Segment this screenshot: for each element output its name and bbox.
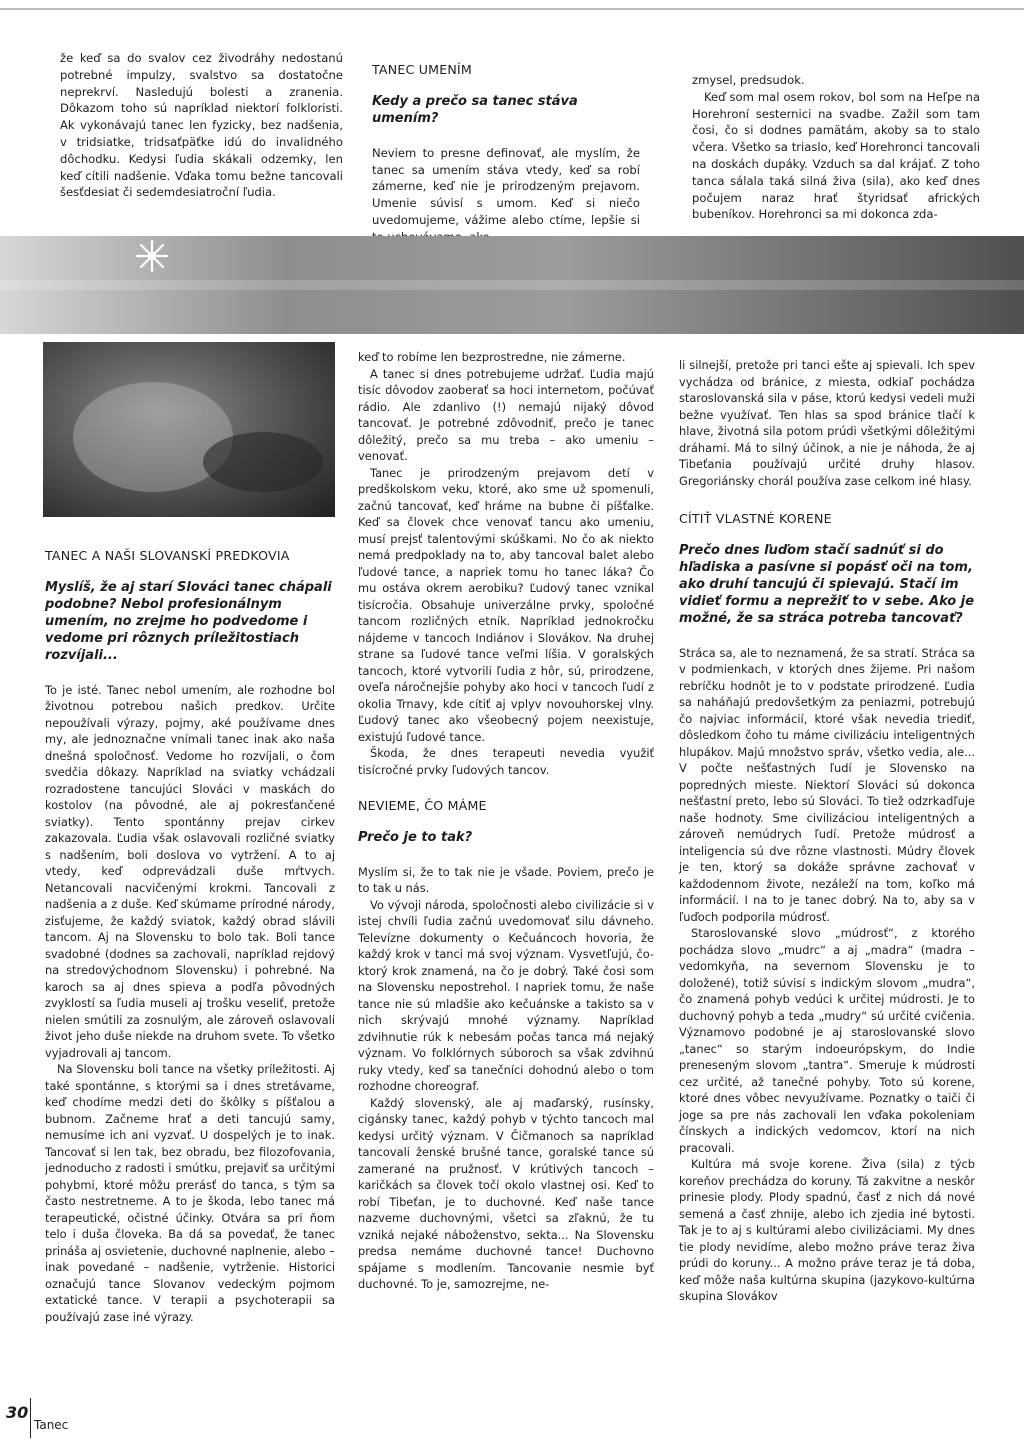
footer-label: Tanec: [34, 1418, 69, 1432]
paragraph: Kultúra má svoje korene. Živa (sila) z týcb koreňov prechádza do koruny. Tá zakvitne a neskôr prinesie plody. Plody spadnú, časť z nich dá nové semená a časť zhnije, alebo ich zjedia iné bytosti. Tak je to aj s kultúrami alebo civilizáciami. My dnes tie plody nevidíme, alebo možno práve teraz živa prúdi do koruny... A možno práve teraz je tá doba, keď môže naša kultúrna skupina (jazykovo-kultúrna skupina Slovákov: [679, 1157, 975, 1303]
section-heading: NEVIEME, ČO MÁME: [358, 798, 487, 813]
paragraph: To je isté. Tanec nebol umením, ale rozhodne bol životnou potrebou našich predkov. Určite nepoužívali výrazy, pojmy, aké používame dnes my, ale jednoznačne vnímali tanec inak ako naša dnešná spoločnosť. Vedome ho rozvíjali, o čom svedčia dôkazy. Napríklad na sviatky vchádzali rozradostene tancujúci Slováci v maskách do kostolov (na pôvodné, ale aj pokresťančené sviatky). Tento spontánny prejav cirkev zakazovala. Ľudia však oslavovali rozličné sviatky s nadšením, boli doslova vo vytržení. A to aj vtedy, keď odprevádzali duše mŕtvych. Netancovali nacvičenými krokmi. Tancovali z nadšenia a z duše. Keď skúmame prírodné národy, zisťujeme, že každý sviatok, každý obrad slávili tancom. Aj na Slovensku to bolo tak. Boli tance svadobné (dodnes sa zachovali, napríklad rejdový na stredovýchodnom Slovensku) i pohrebné. Na karoch sa aj dnes spieva a podľa pôvodných zvyklostí sa ľudia museli aj trošku veseliť, pretože nielen smútili za zosnulým, ale zároveň oslavovali život jeho duše niekde na druhom svete. To všetko vyjadrovali aj tancom.: [45, 682, 335, 1060]
interview-question: Prečo dnes ľuďom stačí sadnúť si do hľadiska a pasívne si popásť oči na tom, ako druhí tancujú či spievajú. Stačí im vidieť formu a neprežiť to v sebe. Ako je možné, že sa stráca potreba tancovať?: [679, 542, 975, 626]
top-rule: [0, 8, 1024, 10]
column-3: [679, 357, 975, 1305]
top-column-3: [692, 72, 980, 223]
section-heading: CÍTIŤ VLASTNÉ KORENE: [679, 511, 832, 526]
column-2: [358, 349, 654, 1293]
paragraph: keď to robíme len bezprostredne, nie zámerne.: [358, 350, 626, 364]
top-column-1: [60, 50, 343, 201]
dancer-photo: [43, 342, 335, 517]
paragraph: Stráca sa, ale to neznamená, že sa stratí. Stráca sa v podmienkach, v ktorých dnes žijeme. Pri našom rebríčku hodnôt je to v podstate prirodzené. Ľudia sa naháňajú predovšetkým za peniazmi, potrebujú čo najviac informácií, ktoré však nevedia triediť, dôsledkom čoho tu máme civilizáciu inteligentných hlupákov. Majú množstvo správ, všetko vedia, ale... V počte nešťastných ľudí je Slovensko na popredných mieste. Niektorí Slováci sú dokonca nešťastní preto, lebo sú Slováci. To tiež odzrkadľuje naše hodnoty. Sme civilizáciou inteligentných a zároveň nemúdrych ľudí. Pretože múdrosť a inteligencia sú dve rôzne vlastnosti. Múdry človek je ten, ktorý sa dokáže správne zachovať v každodennom živote, nezáleží na tom, koľko má informácií. I na to je tanec dobrý. Na to, aby sa v ľuďoch podporila múdrosť.: [679, 645, 975, 924]
decorative-band-highlight: [0, 280, 1024, 290]
paragraph: Keď som mal osem rokov, bol som na Heľpe na Horehroní sesternici na svadbe. Zažil som tam čosi, čo si dodnes pamätám, akoby sa to stalo včera. Všetko sa triaslo, keď Horehronci tancovali na doskách dupáky. Vzduch sa dal krájať. Z toho tanca sálala taká silná živa (sila), ako keď dnes počujem naraz hrať štyridsať afrických bubeníkov. Horehronci sa mi dokonca zda-: [692, 89, 980, 222]
paragraph: Staroslovanské slovo „múdrosť“, z ktorého pochádza slovo „mudrc“ a aj „madra“ (madra – vedomkyňa, na severnom Slovensku je to doložené), totiž súvisí s indickým slovom „mudra“, čo znamená pohyb vedúci k určitej múdrosti. Je to duchovný pohyb a teda „mudry“ sú určité cvičenia. Významovo podobné je aj staroslovanské slovo „tanec“ so starým indoeurópskym, do Indie preneseným slovom „tantra“. Smeruje k múdrosti cez určité, až tanečné pohyby. Toto sú korene, ktoré dnes vôbec nevyužívame. Poznatky o taiči či joge sa pre nás zachovali len vďaka pokoleniam čínskych a indických vedomcov, ktorí na nich pracovali.: [679, 926, 975, 1155]
star-icon: [134, 238, 170, 274]
footer-divider: [30, 1398, 31, 1438]
top-column-2: [372, 62, 640, 246]
section-heading: TANEC UMENÍM: [372, 62, 472, 77]
interview-question: Prečo je to tak?: [358, 829, 473, 845]
paragraph: li silnejší, pretože pri tanci ešte aj spievali. Ich spev vychádza od bránice, z miesta, odkiaľ pochádza staroslovanská sila v páse, ktorú kedysi vedeli muži bežne využívať. Ten hlas sa spod bránice tlačí k hlave, životná sila potom prúdi všetkými dôležitými dráhami. Má to silný účinok, a nie je náhoda, že aj Tibeťania používajú určité druhy hlasov. Gregoriánsky chorál používa zase celkom iné hlasy.: [679, 358, 975, 488]
paragraph: Tanec je prirodzeným prejavom detí v predškolskom veku, ktoré, ako sme už spomenuli, začnú tancovať, keď hráme na bubne či píšťalke. Keď sa človek chce venovať tancu ako umeniu, musí prejsť talentovými skúškami. No čo ak niekto nemá predpoklady na to, aby tancoval balet alebo ľudové tance, a napriek tomu ho tanec láka? Čo mu ostáva okrem aerobiku? Ľudový tanec vznikal tisícročia. Obsahuje univerzálne prvky, spoločné tancom rozličných etník. Napríklad jednokročku nájdeme v tancoch Indiánov i Slovákov. Na druhej strane sa ľudové tance veľmi líšia. V goralských tancoch, ktoré vytvorili ľudia z hôr, sú, prirodzene, oveľa náročnejšie pohyby ako hoci v tancoch ľudí z okolia Trnavy, kde cítiť aj vplyv novouhorskej vlny. Ľudový tanec ako všeobecný pojem neexistuje, existujú ľudové tance.: [358, 465, 654, 744]
paragraph: zmysel, predsudok.: [692, 73, 805, 87]
paragraph: že keď sa do svalov cez živodráhy nedostanú potrebné impulzy, svalstvo sa dostatočne neprekrví. Nasledujú bolesti a zranenia. Dôkazom toho sú napríklad niektorí folkloristi. Ak vykonávajú tanec len fyzicky, bez nadšenia, v tridsiatke, tridsaťpäťke idú do invalidného dôchodku. Kedysi ľudia skákali odzemky, len keď cítili nadšenie. Vďaka tomu bežne tancovali šesťdesiat či sedemdesiatroční ľudia.: [60, 51, 343, 200]
interview-question: Myslíš, že aj starí Slováci tanec chápali podobne? Nebol profesionálnym umením, no zrejme ho podvedome i vedome pri rôznych príležitostiach rozvíjali...: [45, 579, 332, 663]
interview-question: Kedy a prečo sa tanec stáva umením?: [372, 93, 578, 126]
section-heading: TANEC A NAŠI SLOVANSKÍ PREDKOVIA: [45, 548, 290, 563]
photo-shadow: [203, 432, 323, 492]
paragraph: Škoda, že dnes terapeuti nevedia využiť tisícročné prvky ľudových tancov.: [358, 746, 654, 777]
column-1: [45, 548, 335, 1325]
paragraph: Na Slovensku boli tance na všetky príležitosti. Aj také spontánne, s ktorými sa i dnes stretávame, keď chodíme medzi deti do škôlky s píšťalou a bubnom. Začneme hrať a deti tancujú samy, nemusíme ich ani vyzvať. U dospelých je to inak. Tancovať si len tak, bez obradu, bez filozofovania, jednoducho z radosti i smútku, prejaviť sa určitými pohybmi, ktoré môžu prerásť do tanca, s tým sa často nestretneme. A to je škoda, lebo tanec má terapeutické, očistné účinky. Otvára sa pri ňom telo i duša človeka. Ba dá sa povedať, že tanec prináša aj osvietenie, duchovné naplnenie, alebo – inak povedané – nadšenie, vytrženie. Historici označujú tance Slovanov vedeckým pojmom extatické tance. V terapii a psychoterapii sa používajú zase iné výrazy.: [45, 1062, 335, 1324]
paragraph: Vo vývoji národa, spoločnosti alebo civilizácie si v istej chvíli ľudia začnú uvedomovať silu dávneho. Televízne dokumenty o Kečuáncoch hovoria, že každý krok v tanci má svoj význam. Vysvetľujú, čo-ktorý krok znamená, na čo je dobrý. Také čosi som na Slovensku nepostrehol. I napriek tomu, že naše tance nie sú mladšie ako kečuánske a takisto sa v nich skrývajú mnohé významy. Napríklad zdvihnutie rúk k nebesám počas tanca má nejaký význam. Vo folklórnych súboroch sa však zdvihnú ruky vtedy, keď sa tanečníci dohodnú alebo o tom rozhodne choreograf.: [358, 897, 654, 1093]
paragraph: Každý slovenský, ale aj maďarský, rusínsky, cigánsky tanec, každý pohyb v týchto tancoch mal kedysi určitý význam. V Čičmanoch sa napríklad tancovali ženské brušné tance, goralské tance sú zamerané na pružnosť. V krútivých tancoch – karičkách sa človek točí okolo vlastnej osi. Keď to robí Tibeťan, je to duchovné. Keď naše tance nazveme duchovnými, všetci sa zľaknú, že tu vzniká nejaké náboženstvo, sekta... Na Slovensku predsa nemáme duchovné tance! Duchovno spájame s modlením. Tancovanie nesmie byť duchovné. To je, samozrejme, ne-: [358, 1095, 654, 1291]
paragraph: Neviem to presne definovať, ale myslím, že tanec sa umením stáva vtedy, keď sa robí zámerne, keď nie je prirodzeným prejavom. Umenie súvisí s umom. Keď si niečo uvedomujeme, vážime alebo ctíme, lepšie si: [372, 145, 640, 227]
paragraph: A tanec si dnes potrebujeme udržať. Ľudia majú tisíc dôvodov zaoberať sa hoci internetom, počúvať rádio. Ale zdanlivo (!) nemajú nijaký dôvod tancovať. Je potrebné zdôvodniť, prečo je tanec dôležitý, prečo sa mu treba – ako umeniu – venovať.: [358, 366, 654, 463]
paragraph: Myslím si, že to tak nie je všade. Poviem, prečo je to tak u nás.: [358, 864, 654, 895]
page-number: 30: [6, 1403, 29, 1422]
